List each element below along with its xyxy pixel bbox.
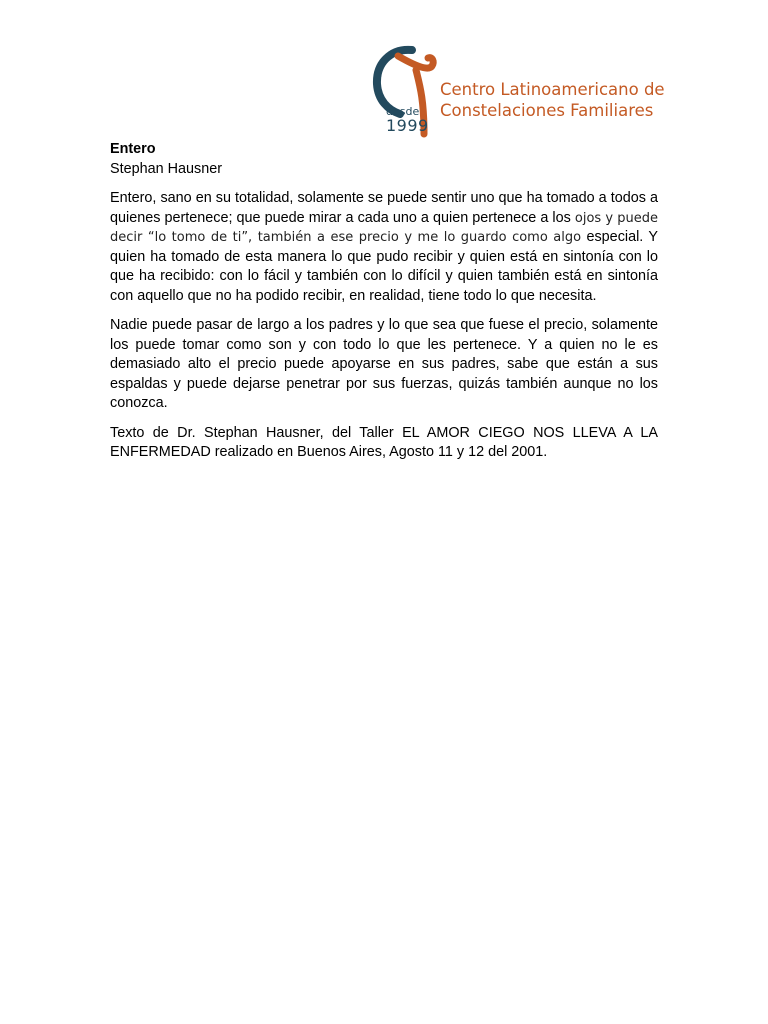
logo-name-line1: Centro Latinoamericano de: [440, 80, 665, 99]
document-title: Entero: [110, 141, 156, 157]
paragraph-1-part3: especial. Y quien ha tomado de esta manera lo que pudo recibir y quien está en sintonía con lo que ha recibido: con lo fácil y también con lo difícil y quien también está en sintonía con aquello que no ha podido recibir, en realidad, tiene todo lo que necesita.: [110, 229, 658, 304]
paragraph-2: Nadie puede pasar de largo a los padres y lo que sea que fuese el precio, solamente los puede tomar como son y con todo lo que les pertenece. Y a quien no le es demasiado alto el precio puede apoyarse en sus padres, sabe que están a sus espaldas y puede dejarse penetrar por sus fuerzas, quizás también aunque no los conozca.: [110, 317, 658, 411]
paragraph-1: [110, 189, 658, 306]
logo-name-line2: Constelaciones Familiares: [440, 101, 654, 120]
logo-since-label: desde: [386, 105, 420, 118]
paragraph-1-part1: Entero, sano en su totalidad, solamente se puede sentir uno que ha tomado a todos a quienes pertenece; que puede mirar a cada uno a quien pertenece a los: [110, 190, 658, 226]
document-author: Stephan Hausner: [110, 160, 223, 177]
logo-organization-name: [440, 79, 665, 121]
paragraph-3-credit: Texto de Dr. Stephan Hausner, del Taller EL AMOR CIEGO NOS LLEVA A LA ENFERMEDAD realizado en Buenos Aires, Agosto 11 y 12 del 2001.: [110, 424, 658, 460]
logo-year: 1999: [386, 116, 429, 135]
paragraph-1-part2: ojos y puede decir “lo tomo de ti”, también a ese precio y me lo guardo como algo: [110, 210, 659, 245]
organization-logo: [372, 42, 672, 142]
document-body: [110, 140, 658, 473]
